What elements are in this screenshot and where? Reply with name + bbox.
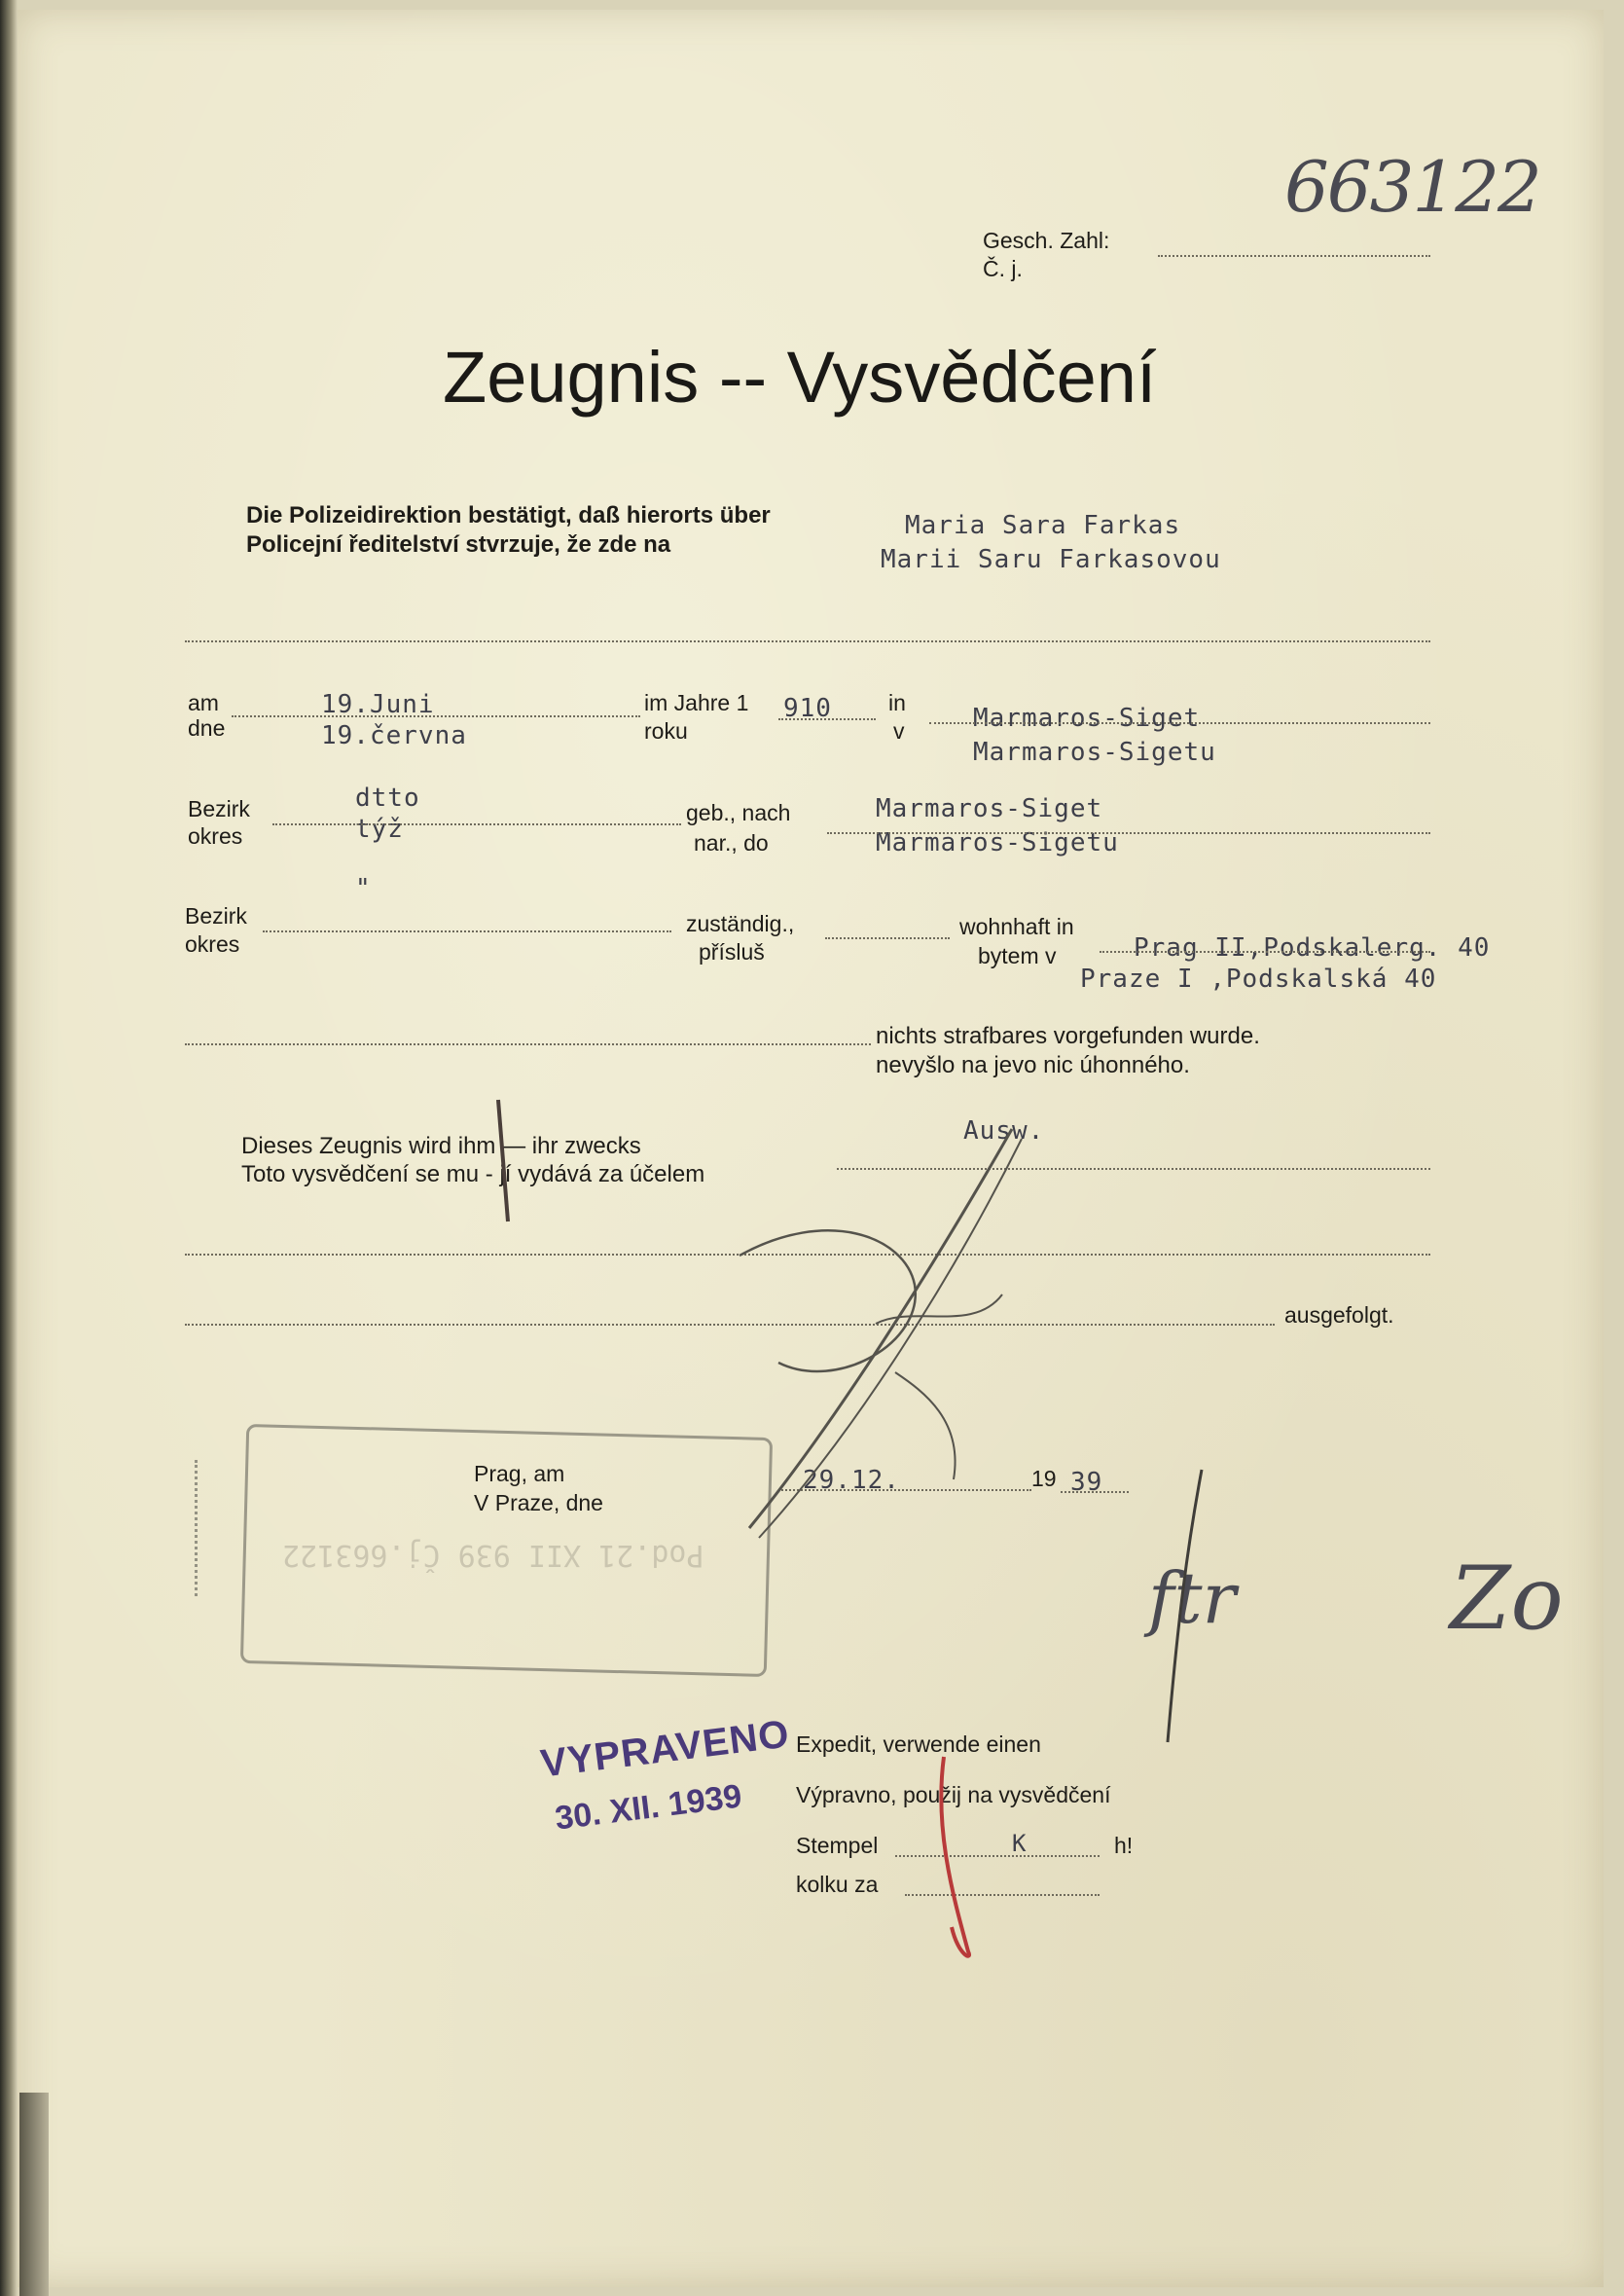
birth-date-line: [232, 715, 640, 717]
cj-label: Č. j.: [983, 256, 1023, 281]
gesch-zahl-label: Gesch. Zahl:: [983, 228, 1110, 253]
district1-value-de: dtto: [355, 784, 420, 813]
vypraveno-stamp-date: 30. XII. 1939: [553, 1777, 744, 1838]
zustandig-line: [825, 937, 950, 939]
bezirk-label-2: Bezirk: [185, 903, 247, 929]
address-line: [1100, 951, 1430, 953]
v-label: v: [893, 718, 905, 744]
intro-line: [185, 640, 1430, 642]
stempel-value: K: [1012, 1830, 1028, 1857]
purpose-de: Dieses Zeugnis wird ihm — ihr zwecks: [241, 1133, 641, 1159]
wohnhaft-label: wohnhaft in: [959, 914, 1074, 939]
intro-de: Die Polizeidirektion bestätigt, daß hierorts über: [246, 502, 771, 528]
expedit-line-2: Výpravno, použij na vysvědčení: [796, 1782, 1111, 1807]
am-label: am: [188, 690, 219, 715]
birth-year: 910: [783, 694, 832, 723]
ausgefolgt-label: ausgefolgt.: [1284, 1302, 1394, 1328]
expedit-line-1: Expedit, verwende einen: [796, 1731, 1041, 1757]
district1-line: [272, 823, 681, 825]
page-edge-binding: [19, 2093, 49, 2296]
okres-label-2: okres: [185, 931, 240, 957]
im-jahre-label: im Jahre 1: [644, 690, 749, 715]
purpose-value: Ausw.: [963, 1116, 1045, 1146]
document-title: Zeugnis -- Vysvědčení: [443, 337, 1157, 418]
red-pencil-mark-purpose: [487, 1095, 525, 1231]
vypraveno-stamp: VYPRAVENO: [538, 1712, 792, 1786]
address-cz: Praze I ,Podskalská 40: [1080, 965, 1437, 994]
intro-cz: Policejní ředitelství stvrzuje, že zde na: [246, 531, 671, 558]
gesch-zahl-line: [1158, 255, 1430, 257]
red-pencil-stroke: [915, 1752, 992, 1966]
roku-label: roku: [644, 718, 688, 744]
district1-place-line: [827, 832, 1430, 834]
bezirk-label-1: Bezirk: [188, 796, 250, 821]
faded-seal-text: Pod.21 XII 939 Čj.663122: [282, 1538, 704, 1572]
geb-nach-label: geb., nach: [686, 800, 791, 825]
margin-dots: [195, 1460, 200, 1596]
birth-place-line: [929, 722, 1430, 724]
result-de: nichts strafbares vorgefunden wurde.: [876, 1023, 1260, 1049]
bytem-label: bytem v: [978, 943, 1057, 968]
expedit-kolku: kolku za: [796, 1872, 879, 1897]
district1-value-cz: týž: [355, 815, 404, 844]
birth-date-de: 19.Juni: [321, 690, 435, 719]
name-cz: Marii Saru Farkasovou: [881, 545, 1221, 574]
pencil-strike-mark: [681, 1071, 1362, 1752]
purpose-cz: Toto vysvědčení se mu - jí vydává za účelem: [241, 1161, 705, 1187]
signature-initials-2: Zo: [1450, 1548, 1564, 1650]
year-prefix: 19: [1031, 1466, 1057, 1491]
expedit-stempel: Stempel: [796, 1833, 879, 1858]
district2-line: [263, 930, 671, 932]
in-label: in: [888, 690, 906, 715]
birth-date-cz: 19.června: [321, 721, 467, 750]
signature-initials-1: ftr: [1148, 1557, 1236, 1639]
zustandig-label: zuständig.,: [686, 911, 795, 936]
result-cz: nevyšlo na jevo nic úhonného.: [876, 1052, 1190, 1078]
year-suffix: 39: [1070, 1468, 1103, 1497]
issue-date: 29.12.: [803, 1466, 900, 1495]
address-de: Prag II,Podskalerg. 40: [1134, 933, 1491, 963]
dne-label: dne: [188, 715, 226, 741]
signature-stroke-1: [1148, 1460, 1216, 1752]
result-line: [185, 1043, 871, 1045]
nar-do-label: nar., do: [694, 830, 769, 856]
district1-place-cz: Marmaros-Sigetu: [876, 828, 1119, 857]
okres-label-1: okres: [188, 823, 243, 849]
birth-place-de: Marmaros-Siget: [973, 704, 1201, 733]
prislus-label: přísluš: [699, 939, 765, 965]
birth-year-line: [778, 718, 876, 720]
stempel-h: h!: [1114, 1833, 1134, 1858]
page-edge-left: [0, 0, 18, 2296]
birth-place-cz: Marmaros-Sigetu: [973, 738, 1216, 767]
prag-am-label: Prag, am: [474, 1461, 565, 1486]
case-number-handwritten: 663122: [1284, 146, 1540, 228]
name-de: Maria Sara Farkas: [905, 511, 1181, 540]
district1-place-de: Marmaros-Siget: [876, 794, 1103, 823]
v-praze-dne-label: V Praze, dne: [474, 1490, 603, 1515]
district2-ditto-mark: ": [355, 874, 372, 903]
